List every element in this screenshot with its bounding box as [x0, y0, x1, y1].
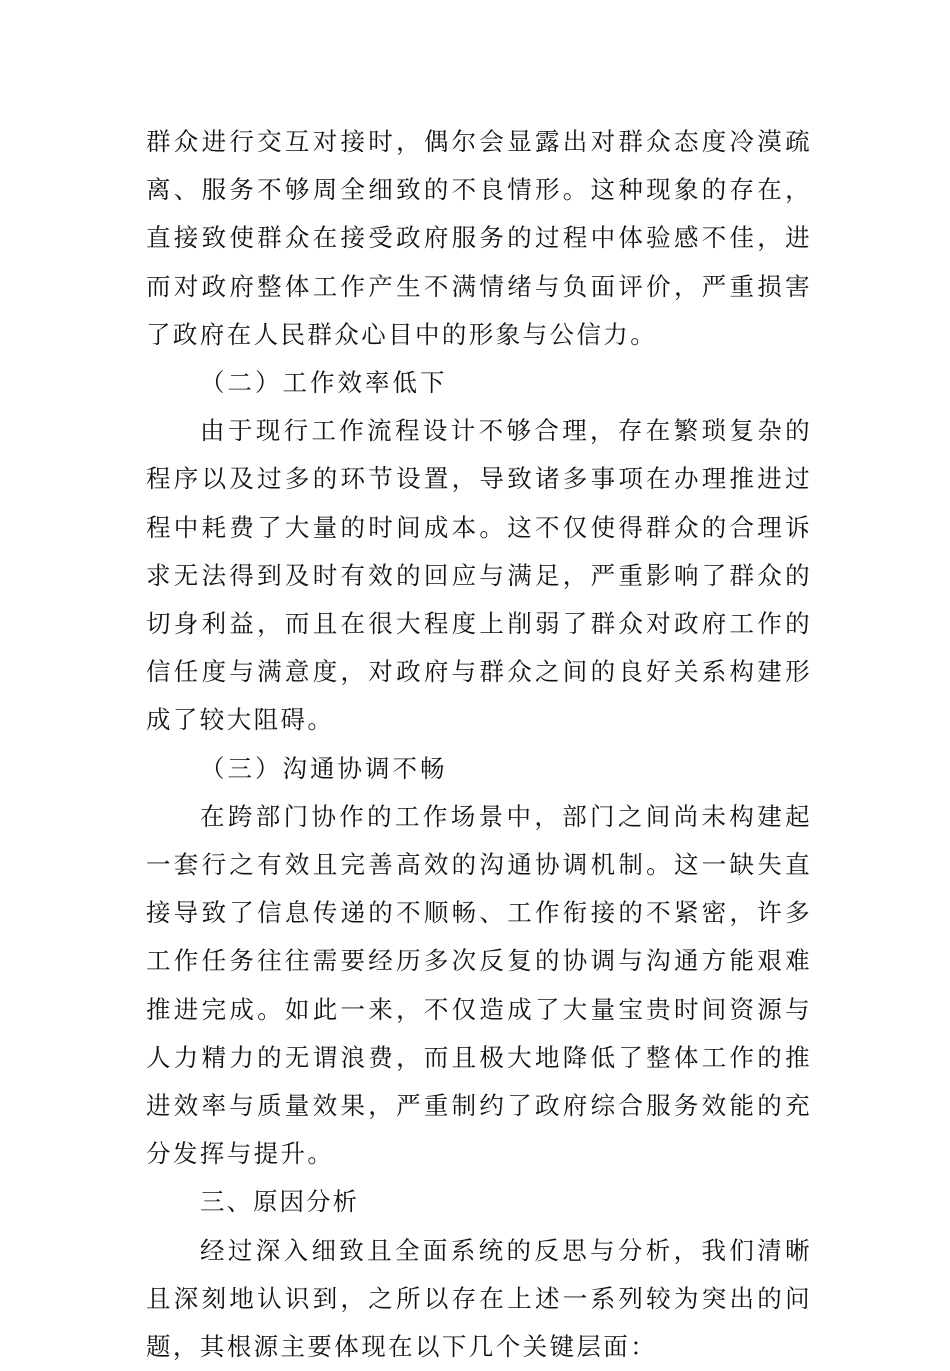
paragraph-service-attitude: 群众进行交互对接时，偶尔会显露出对群众态度冷漠疏离、服务不够周全细致的不良情形。这种现象的存在，直接致使群众在接受政府服务的过程中体验感不佳，进而对政府整体工作产生不满情绪与负面评价，严重损害了政府在人民群众心目中的形象与公信力。	[146, 127, 812, 349]
paragraph-cause-analysis: 经过深入细致且全面系统的反思与分析，我们清晰且深刻地认识到，之所以存在上述一系列较为突出的问题，其根源主要体现在以下几个关键层面：	[146, 1235, 812, 1362]
paragraph-work-efficiency: 由于现行工作流程设计不够合理，存在繁琐复杂的程序以及过多的环节设置，导致诸多事项在办理推进过程中耗费了大量的时间成本。这不仅使得群众的合理诉求无法得到及时有效的回应与满足，严重影响了群众的切身利益，而且在很大程度上削弱了群众对政府工作的信任度与满意度，对政府与群众之间的良好关系构建形成了较大阻碍。	[146, 416, 812, 735]
subheading-communication: （三）沟通协调不畅	[200, 753, 448, 783]
subheading-work-efficiency: （二）工作效率低下	[200, 368, 448, 398]
document-body	[146, 118, 812, 1371]
section-heading-cause-analysis: 三、原因分析	[200, 1187, 359, 1217]
paragraph-communication: 在跨部门协作的工作场景中，部门之间尚未构建起一套行之有效且完善高效的沟通协调机制。这一缺失直接导致了信息传递的不顺畅、工作衔接的不紧密，许多工作任务往往需要经历多次反复的协调与沟通方能艰难推进完成。如此一来，不仅造成了大量宝贵时间资源与人力精力的无谓浪费，而且极大地降低了整体工作的推进效率与质量效果，严重制约了政府综合服务效能的充分发挥与提升。	[146, 801, 812, 1169]
